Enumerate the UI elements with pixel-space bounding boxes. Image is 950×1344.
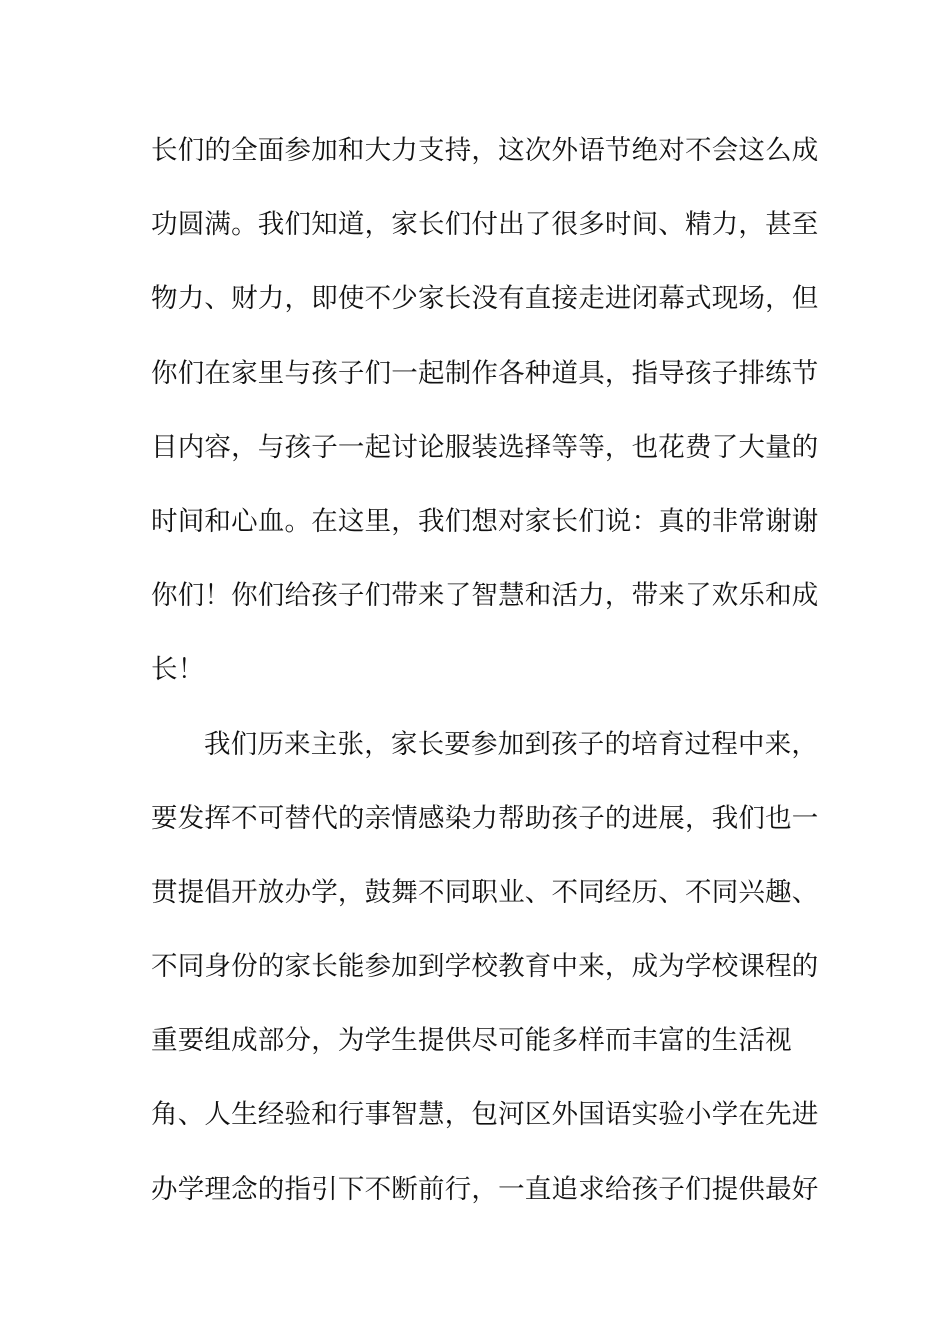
text-line: 长！ bbox=[151, 654, 205, 686]
document-body bbox=[151, 125, 819, 1238]
text-line: 要发挥不可替代的亲情感染力帮助孩子的进展，我们也一 bbox=[151, 802, 819, 834]
text-line: 功圆满。我们知道，家长们付出了很多时间、精力，甚至 bbox=[151, 209, 819, 241]
text-line: 不同身份的家长能参加到学校教育中来，成为学校课程的 bbox=[151, 951, 819, 983]
text-line: 重要组成部分，为学生提供尽可能多样而丰富的生活视 bbox=[151, 1025, 792, 1057]
text-line: 目内容，与孩子一起讨论服装选择等等，也花费了大量的 bbox=[151, 431, 819, 463]
text-line: 贯提倡开放办学，鼓舞不同职业、不同经历、不同兴趣、 bbox=[151, 876, 819, 908]
text-line: 办学理念的指引下不断前行，一直追求给孩子们提供最好 bbox=[151, 1173, 819, 1205]
text-line: 时间和心血。在这里，我们想对家长们说：真的非常谢谢 bbox=[151, 505, 819, 537]
text-line: 你们！你们给孩子们带来了智慧和活力，带来了欢乐和成 bbox=[151, 580, 819, 612]
text-line: 长们的全面参加和大力支持，这次外语节绝对不会这么成 bbox=[151, 135, 819, 166]
paragraph-first-line: 我们历来主张，家长要参加到孩子的培育过程中来， bbox=[204, 728, 819, 760]
text-line: 角、人生经验和行事智慧，包河区外国语实验小学在先进 bbox=[151, 1099, 819, 1131]
text-line: 物力、财力，即使不少家长没有直接走进闭幕式现场，但 bbox=[151, 283, 819, 315]
text-line: 你们在家里与孩子们一起制作各种道具，指导孩子排练节 bbox=[151, 357, 819, 389]
